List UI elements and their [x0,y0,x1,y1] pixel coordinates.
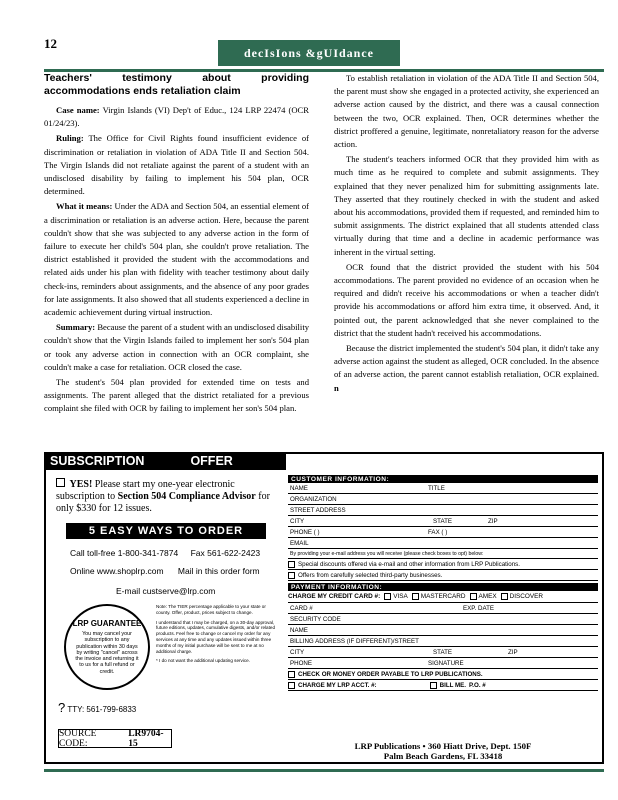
call-text[interactable]: Call toll-free 1-800-341-7874 [70,548,179,558]
case-name-paragraph [44,104,309,130]
name-field[interactable] [288,483,598,494]
zip-label: ZIP [488,518,498,525]
fine-print-updates: I understand that I may be charged, on a 30-day approval, future editions, updates, cumulative digests, and/or related products. Feel free to change or cancel my order for any services at any time and any updates issued within three months of my initial purchase will be sent to me at no additional charge. [156,619,275,654]
billing-street-label: BILLING ADDRESS (IF DIFFERENT)/STREET [290,638,419,645]
visa-checkbox[interactable] [384,593,391,600]
means-label: What it means: [56,201,113,212]
fax-text: Fax 561-622-2423 [190,548,261,558]
organization-field[interactable] [288,494,598,505]
charge-account-label: CHARGE MY LRP ACCT. #: [298,681,377,689]
credit-card-row [288,591,598,603]
conclusion-text: Because the district implemented the student's 504 plan, it didn't take any adverse action against the student as alleged, OCR concluded. In the absence of an adverse action, the parent cannot establish retaliation, OCR explained. [334,343,599,380]
summary-label: Summary: [56,322,96,333]
billing-phone-field[interactable] [288,658,598,669]
street-field[interactable] [288,505,598,516]
bill-me-label: BILL ME. [439,681,466,689]
question-icon: ? [58,700,66,715]
tty-line [58,700,136,715]
amex-checkbox[interactable] [470,593,477,600]
security-code-label: SECURITY CODE [290,616,341,623]
yes-label: YES! [69,479,93,490]
mastercard-option[interactable] [412,593,466,600]
case-name-label: Case name: [56,105,100,115]
billing-state-label: STATE [433,649,453,656]
guarantee-seal [64,604,150,690]
bottom-rule [44,769,604,772]
mastercard-checkbox[interactable] [412,593,419,600]
means-paragraph [44,200,309,319]
fine-print-optout: * I do not want the additional updating service. [156,658,250,664]
found-paragraph: OCR found that the district provided the student with his 504 accommodations. The parent provided no evidence of an occasion when he required and didn't receive his accommodations or when a teacher didn't provide his accommodations or afford him extra time, it observed. And, it pointed out, the parent acknowledged that she never complained to the district that the student hadn't received his accommodations. [334,261,599,338]
means-text: Under the ADA and Section 504, an essential element of a discrimination or retaliation is an adverse action. Here, because the parent couldn't show that she was subjected to any adverse action in the form of failure to execute her child's 504 plan, she couldn't prove retaliation. The district established it provided the student with the accommodations and related aids under his plan with fidelity with teacher testimony about daily check-ins, reminders about assignments, and the absence of any poor grades for late assignments. It also showed that all students experienced a decline in academic achievement during virtual instruction. [44,201,309,318]
phone-label: PHONE ( ) [290,529,320,536]
establish-paragraph: To establish retaliation in violation of the ADA Title II and Section 504, the parent must show she engaged in a protected activity, she experienced an adverse action caused by the district, and there was a causal connection between the two, OCR explained. Then, OCR determines whether the district proffered a genuine, legitimate, nonretaliatory reason for the adverse action. [334,73,599,150]
fine-print [156,604,281,668]
online-line [70,566,260,576]
title-label: TITLE [428,485,445,492]
amex-label: AMEX [478,593,497,600]
email-note-text: By providing your e-mail address you will receive (please check boxes to opt) below: [290,551,484,557]
opt-in-third-party[interactable] [288,570,598,581]
mastercard-label: MASTERCARD [420,593,466,600]
summary-text: Because the parent of a student with an undisclosed disability couldn't show that the Virgin Islands failed to implement her son's 504 plan or took any adverse action in connection with an OCR complaint, she couldn't make a case for retaliation. OCR closed the case. [44,322,310,372]
ruling-label: Ruling: [56,133,84,144]
source-code-value: LR9704-15 [128,728,164,749]
city-label: CITY [290,518,305,525]
discover-label: DISCOVER [509,593,544,600]
opt-in-special[interactable] [288,559,598,570]
teachers-paragraph: The student's teachers informed OCR that they provided him with as much time as he required to complete and submit assignments. They explained that they never penalized him for submitting assignments late. They asserted that they routinely checked in with the student and asked about his accommodations, provided them if requested, and reminded him to submit assignments. The district explained that all students attended class virtually during that time and a decline in academic performance was inherent in the virtual setting. [334,154,599,257]
discover-option[interactable] [501,593,543,600]
opt-in-special-checkbox[interactable] [288,561,295,568]
visa-label: VISA [393,593,408,600]
check-payable-checkbox[interactable] [288,671,295,678]
opt-in-third-party-checkbox[interactable] [288,572,295,579]
account-row [288,680,598,691]
check-payable-label: CHECK OR MONEY ORDER PAYABLE TO LRP PUBLICATIONS. [298,670,483,678]
exp-date-label: EXP. DATE [463,605,495,612]
card-number-field[interactable] [288,603,598,614]
state-label: STATE [433,518,453,525]
visa-option[interactable] [384,593,408,600]
article [44,72,604,447]
summary-paragraph [44,321,309,374]
billing-city-field[interactable] [288,647,598,658]
billing-zip-label: ZIP [508,649,518,656]
customer-info-heading: CUSTOMER INFORMATION: [288,475,598,483]
signature-label: SIGNATURE [428,660,464,667]
offer-text [56,478,276,515]
opt-in-third-party-label: Offers from carefully selected third-party businesses. [298,571,443,579]
email-line[interactable]: E-mail custserve@lrp.com [116,586,216,596]
ruling-paragraph [44,132,309,198]
article-headline: Teachers' testimony about providing accommodations ends retaliation claim [44,72,309,97]
security-code-field[interactable] [288,614,598,625]
fax-label: FAX ( ) [428,529,448,536]
email-field[interactable] [288,538,598,549]
section-header: decIsIons &gUIdance [218,40,400,66]
email-label: EMAIL [290,540,309,547]
email-note [288,549,598,559]
subscription-heading-left: SUBSCRIPTION [50,454,145,468]
address-line-2: Palm Beach Gardens, FL 33418 [383,751,503,761]
ways-to-order-heading: 5 EASY WAYS TO ORDER [66,523,266,539]
name-label: NAME [290,485,308,492]
order-form [288,475,598,691]
po-label: P.O. # [468,681,486,689]
price-text: for only $330 for 12 issues. [56,491,270,514]
organization-label: ORGANIZATION [290,496,337,503]
product-name: Section 504 Compliance Advisor [117,491,256,502]
address-line-1: LRP Publications • 360 Hiatt Drive, Dept. 150F [354,741,532,751]
discover-checkbox[interactable] [501,593,508,600]
online-text[interactable]: Online www.shoplrp.com [70,566,164,576]
page-number: 12 [44,36,57,51]
charge-card-label: CHARGE MY CREDIT CARD #: [288,593,381,600]
fine-print-note: Note: The TIER percentage applicable to your state or county. Offer, product, prices subject to change. [156,604,266,615]
billing-city-label: CITY [290,649,305,656]
article-left-column [44,72,309,418]
city-field[interactable] [288,516,598,527]
case-name-text: Virgin Islands (VI) Dep't of Educ., 124 LRP 22474 (OCR 01/24/23). [44,105,309,129]
ruling-text: The Office for Civil Rights found insufficient evidence of discrimination or retaliation in violation of ADA Title II and Section 504. The Virgin Islands did not retaliate against the parent of a student with an undisclosed disability by failing to implement his 504 plan, OCR determined. [44,133,309,197]
card-number-label: CARD # [290,605,313,612]
amex-option[interactable] [470,593,497,600]
source-code-box [58,729,172,748]
phone-field[interactable] [288,527,598,538]
charge-account-checkbox[interactable] [288,682,295,689]
article-right-column [334,72,599,397]
source-code-label: SOURCE CODE: [59,728,97,749]
conclusion-paragraph [334,342,599,395]
call-line [70,548,260,558]
name-on-card-label: NAME [290,627,308,634]
checkbox-icon[interactable] [56,478,65,487]
opt-in-special-label: Special discounts offered via e-mail and other information from LRP Publications. [298,560,520,568]
services-paragraph: The student's 504 plan provided for extended time on tests and assignments. The parent alleged that the district retaliated for a previous complaint she filed with OCR by failing to implement her son's 504 plan. [44,377,309,414]
mailing-address [288,741,598,761]
name-on-card-field[interactable] [288,625,598,636]
subscription-heading [44,452,286,470]
street-label: STREET ADDRESS [290,507,346,514]
subscription-heading-right: OFFER [190,454,233,468]
billing-street-field[interactable] [288,636,598,647]
bill-me-checkbox[interactable] [430,682,437,689]
billing-phone-label: PHONE [290,660,313,667]
tty-text: TTY: 561-799-6833 [67,705,137,714]
guarantee-text: You may cancel your subscription to any publication within 30 days by writing "cancel" across the invoice and returning it to us for a full refund or credit. [75,631,139,675]
guarantee-title: LRP GUARANTEE [72,619,142,629]
mail-text: Mail in this order form [177,566,260,576]
check-payable-row[interactable] [288,669,598,680]
offer-sentence: Please start my one-year electronic subscription to [56,479,235,502]
payment-info-heading: PAYMENT INFORMATION: [288,583,598,591]
end-mark: n [334,382,339,393]
